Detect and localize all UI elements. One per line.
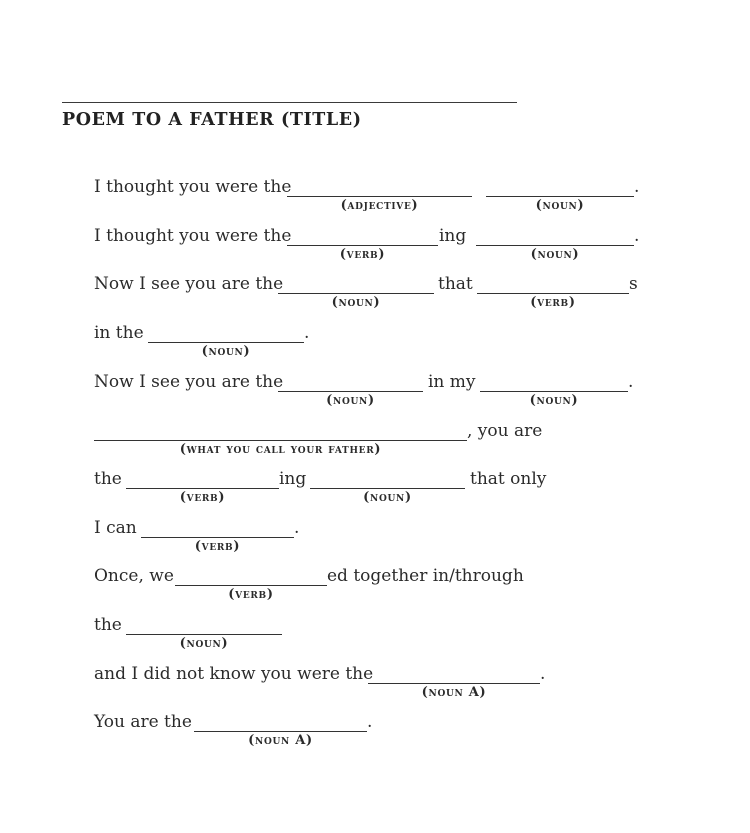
- line-text: ed together in/through: [327, 566, 524, 586]
- line-text: and I did not know you were the: [94, 664, 374, 684]
- blank-noun[interactable]: [476, 245, 634, 246]
- blank-noun[interactable]: [278, 391, 423, 392]
- line-text: .: [540, 664, 546, 684]
- line-text: the: [94, 615, 122, 635]
- blank-label: (verb): [530, 295, 576, 310]
- line-text: I can: [94, 518, 137, 538]
- blank-label: (noun): [535, 198, 585, 213]
- line-text: the: [94, 469, 122, 489]
- blank-noun[interactable]: [126, 634, 282, 635]
- poem-title-label: POEM TO A FATHER (TITLE): [62, 110, 362, 130]
- blank-label: (verb): [179, 490, 226, 505]
- blank-noun[interactable]: [480, 391, 628, 392]
- blank-label: (noun): [529, 393, 579, 408]
- line-text: You are the: [94, 712, 192, 732]
- blank-noun[interactable]: [148, 342, 304, 343]
- blank-label: (noun): [179, 636, 229, 651]
- blank-label: (noun): [326, 393, 375, 408]
- blank-noun[interactable]: [278, 293, 434, 294]
- blank-noun-a[interactable]: [368, 683, 540, 684]
- blank-label: (noun): [363, 490, 412, 505]
- line-text: .: [634, 226, 640, 246]
- line-text: in the: [94, 323, 144, 343]
- line-text: .: [304, 323, 310, 343]
- line-text: .: [628, 372, 634, 392]
- line-text: I thought you were the: [94, 177, 292, 197]
- blank-label: (noun): [331, 295, 381, 310]
- blank-verb[interactable]: [141, 537, 294, 538]
- blank-adjective[interactable]: [287, 196, 472, 197]
- line-text: s: [629, 274, 638, 294]
- line-text: .: [367, 712, 373, 732]
- blank-label: (noun A): [248, 733, 313, 748]
- blank-verb[interactable]: [175, 585, 327, 586]
- line-text: Once, we: [94, 566, 174, 586]
- line-text: Now I see you are the: [94, 274, 284, 294]
- blank-what-you-call-your-father[interactable]: [94, 440, 467, 441]
- line-text: .: [634, 177, 640, 197]
- line-text: ing: [439, 226, 467, 246]
- blank-label: (verb): [228, 587, 274, 602]
- blank-verb[interactable]: [126, 488, 279, 489]
- line-text: that only: [470, 469, 547, 489]
- line-text: I thought you were the: [94, 226, 292, 246]
- blank-label: (noun): [530, 247, 580, 262]
- blank-label: (verb): [339, 247, 386, 262]
- blank-label: (verb): [194, 539, 241, 554]
- blank-noun[interactable]: [486, 196, 634, 197]
- blank-label: (noun A): [421, 685, 487, 700]
- blank-noun-a[interactable]: [194, 731, 367, 732]
- blank-verb[interactable]: [477, 293, 629, 294]
- blank-label: (noun): [201, 344, 251, 359]
- line-text: ing: [279, 469, 307, 489]
- title-blank-line: [62, 102, 517, 103]
- blank-verb[interactable]: [287, 245, 438, 246]
- line-text: .: [294, 518, 300, 538]
- blank-label: (what you call your father): [179, 442, 382, 457]
- line-text: , you are: [467, 421, 543, 441]
- blank-label: (adjective): [340, 198, 419, 213]
- line-text: Now I see you are the: [94, 372, 284, 392]
- line-text: in my: [428, 372, 476, 392]
- line-text: that: [438, 274, 473, 294]
- blank-noun[interactable]: [310, 488, 465, 489]
